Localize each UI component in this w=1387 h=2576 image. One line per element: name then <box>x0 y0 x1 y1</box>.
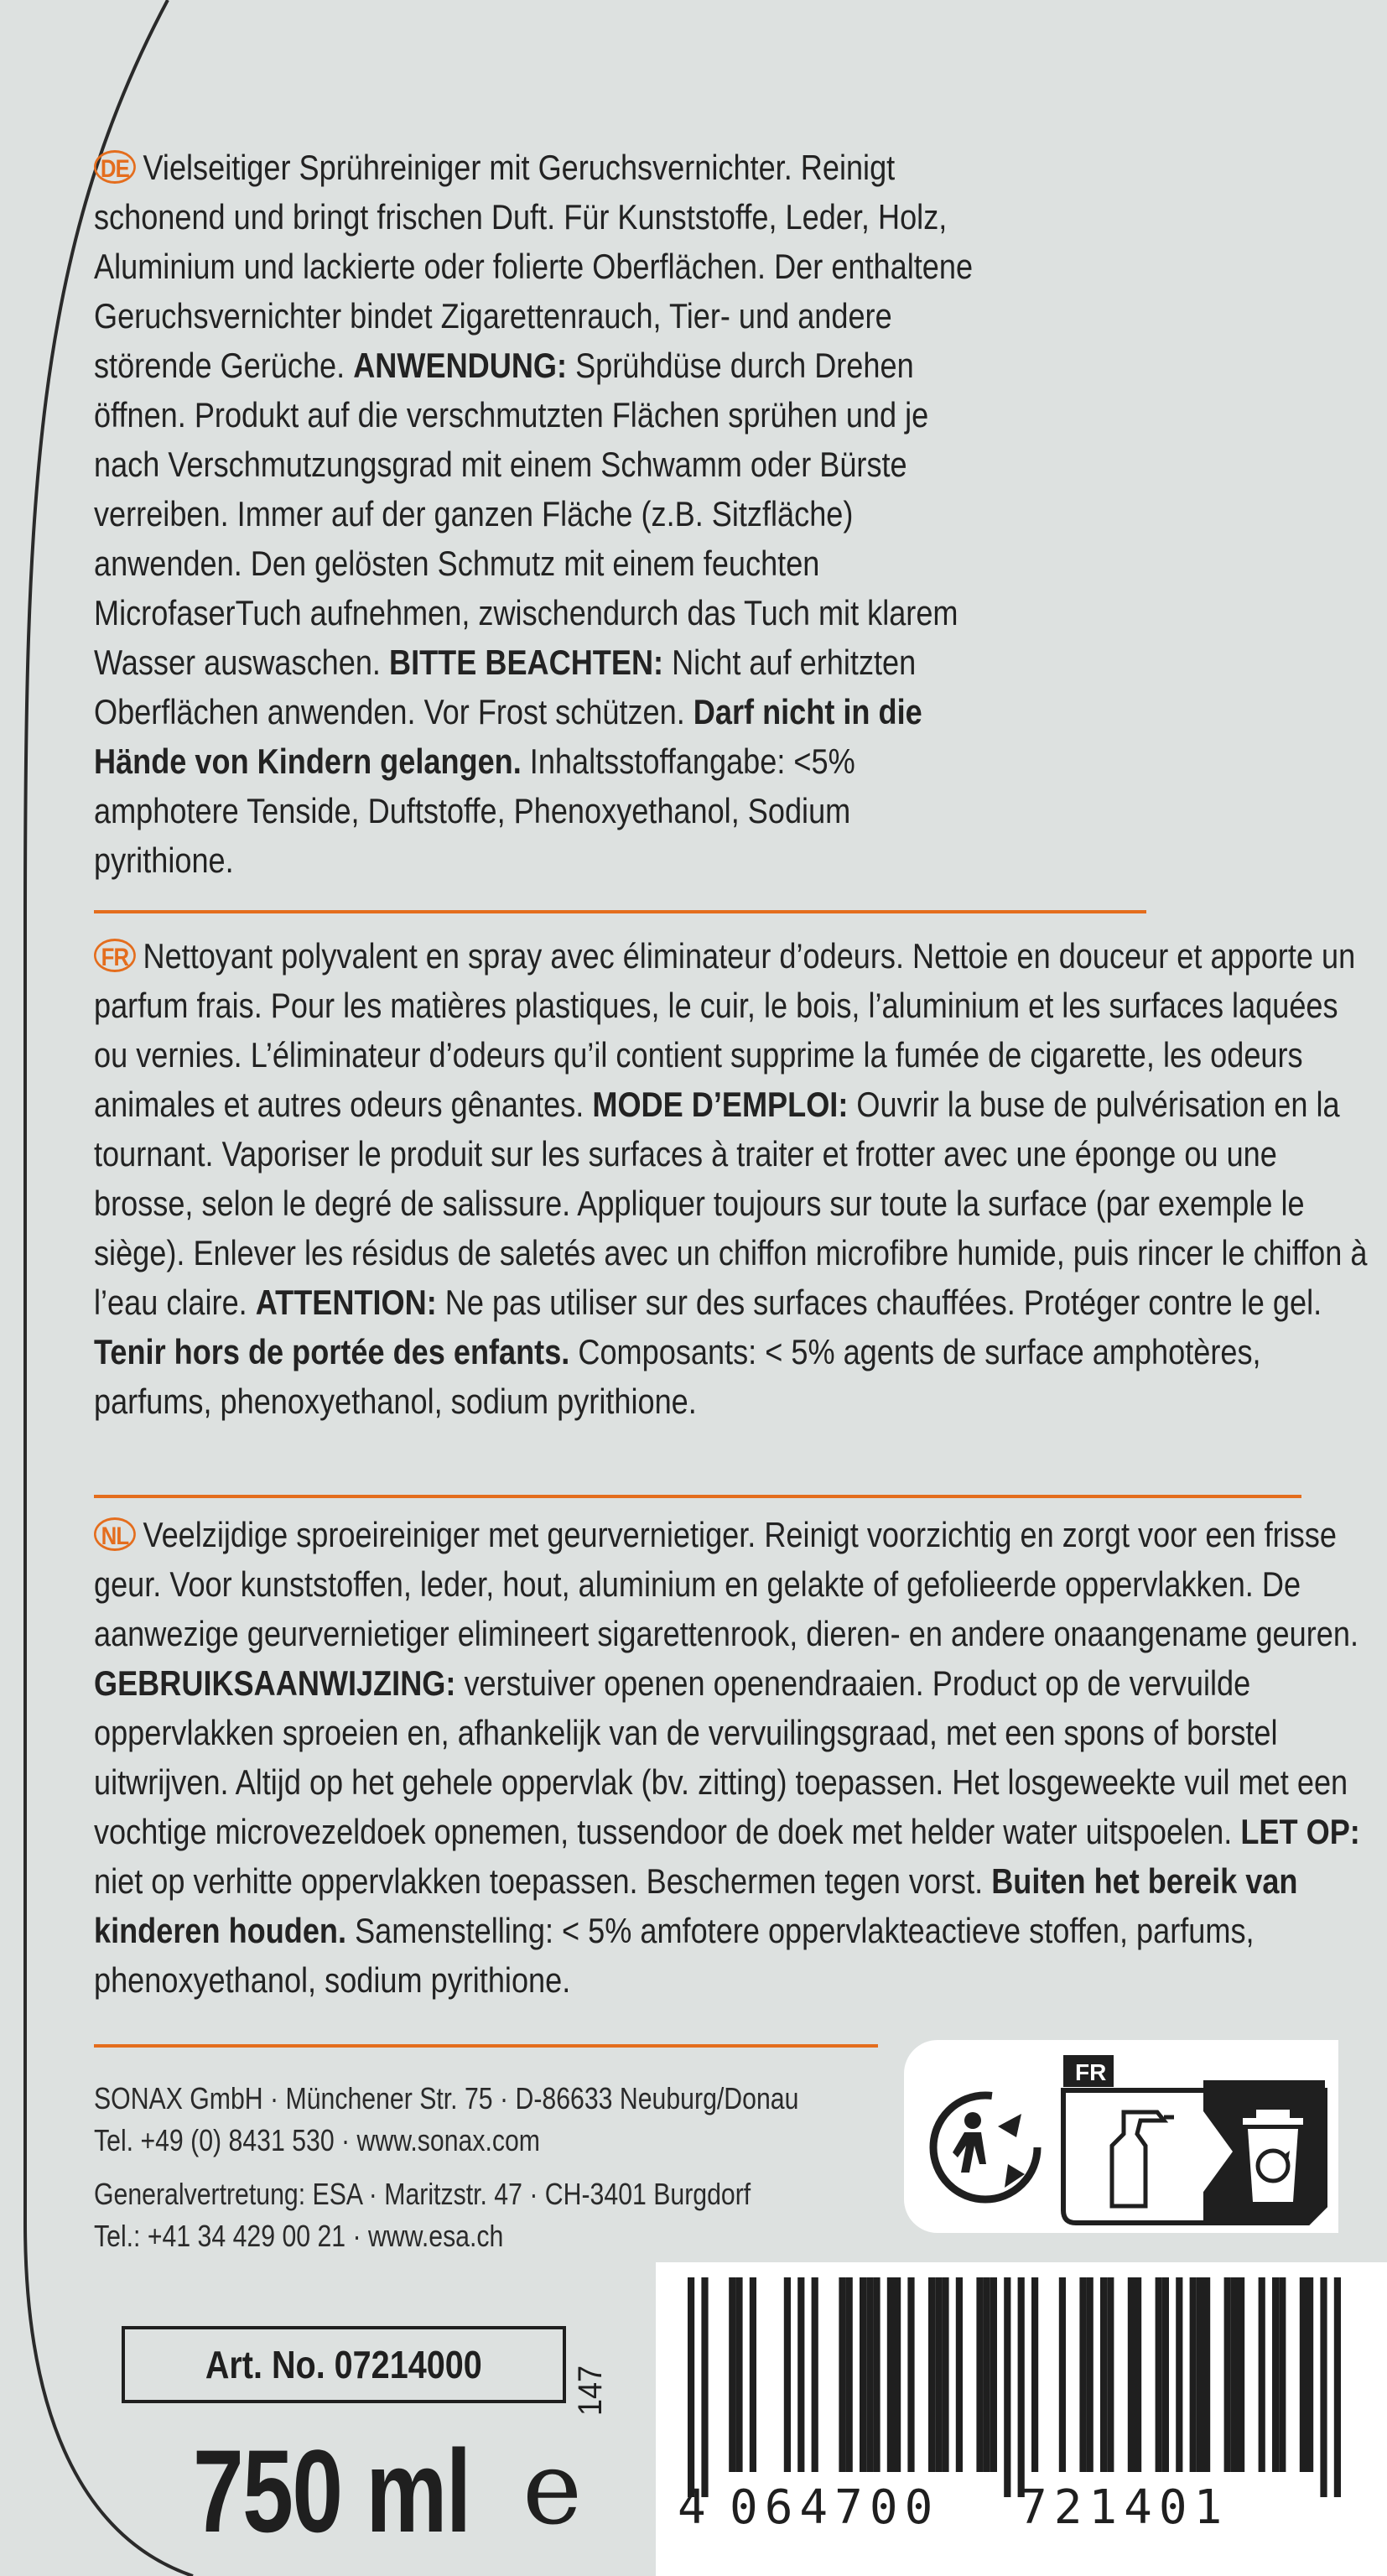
barcode-bar <box>797 2277 804 2472</box>
manufacturer-address: SONAX GmbH · Münchener Str. 75 · D-86633 Neuburg/Donau <box>94 2081 799 2115</box>
barcode-bar <box>928 2277 935 2472</box>
barcode-bar <box>839 2277 845 2472</box>
barcode-bar <box>1059 2277 1066 2472</box>
e-mark-icon <box>518 2449 610 2542</box>
barcode-bar <box>1135 2277 1141 2472</box>
barcode-bar <box>1079 2277 1086 2472</box>
barcode-bar <box>860 2277 866 2472</box>
language-badge-nl: NL <box>94 1517 136 1551</box>
barcode-bar <box>1306 2277 1313 2472</box>
nl-warning: Buiten het bereik van kinderen houden. <box>94 1861 1298 1950</box>
barcode-bar <box>1197 2277 1203 2472</box>
barcode-bar <box>729 2277 735 2472</box>
barcode-bar <box>907 2277 914 2472</box>
barcode-first-digit: 4 <box>678 2480 706 2535</box>
barcode-bar <box>1128 2277 1135 2472</box>
fr-warning: Tenir hors de portée des enfants. <box>94 1332 570 1371</box>
barcode-bar <box>1320 2277 1327 2497</box>
separator-fr-nl <box>94 1495 1301 1498</box>
barcode-bar <box>1162 2277 1169 2472</box>
barcode-bar <box>1238 2277 1244 2472</box>
barcode-bar <box>784 2277 791 2472</box>
barcode-bar <box>956 2277 963 2472</box>
nl-intro: Veelzijdige sproeireiniger met geurvernietiger. Reinigt voorzichtig en zorgt voor een frisse geur. Voor kunststoffen, leder, hout, aluminium en gelakte of gefolieerde oppervlakken. De aanwezige geurvernietiger elimineert sigarettenrook, dieren- en andere onaangename geuren. <box>94 1515 1358 1653</box>
fr-ingredients: Composants: < 5% agents de surface amphotères, parfums, phenoxyethanol, sodium pyrithione. <box>94 1332 1261 1421</box>
de-usage-text: Sprühdüse durch Drehen öffnen. Produkt auf die verschmutzten Flächen sprühen und je nach Verschmutzungsgrad mit einem Schwamm oder Bürste verreiben. Immer auf der ganzen Fläche (z.B. Sitzfläche) anwenden. Den gelösten Schmutz mit einem feuchten MicrofaserTuch aufnehmen, zwischendurch das Tuch mit klarem Wasser auswaschen. <box>94 346 958 682</box>
barcode-bar <box>1224 2277 1231 2472</box>
barcode-bar <box>1156 2277 1162 2472</box>
barcode-bar <box>688 2277 694 2497</box>
barcode-bar <box>701 2277 708 2497</box>
de-ingredients: Inhaltsstoffangabe: <5% amphotere Tenside, Duftstoffe, Phenoxyethanol, Sodium pyrithione. <box>94 742 855 880</box>
barcode-right-digits: 721401 <box>1019 2480 1229 2535</box>
barcode-bar <box>990 2277 997 2472</box>
barcode-bar <box>1259 2277 1265 2472</box>
de-note-text: Nicht auf erhitzten Oberflächen anwenden. Vor Frost schützen. <box>94 643 917 731</box>
fr-sorting-panel <box>1063 2055 1325 2223</box>
dutch-section <box>94 1510 1387 2005</box>
distributor-address: Generalvertretung: ESA · Maritzstr. 47 · CH-3401 Burgdorf <box>94 2177 751 2211</box>
barcode-bar <box>1018 2277 1025 2497</box>
separator-de-fr <box>94 910 1146 913</box>
e-mark-text: e <box>522 2449 583 2542</box>
batch-code: 147 <box>572 2365 609 2416</box>
barcode-bar <box>942 2277 948 2472</box>
barcode-bar <box>1190 2277 1197 2472</box>
barcode-bar <box>1272 2277 1279 2472</box>
barcode-bar <box>976 2277 983 2472</box>
recycling-country-code: FR <box>1075 2059 1107 2085</box>
de-usage-heading: ANWENDUNG: <box>353 346 568 385</box>
german-section <box>94 143 981 885</box>
barcode-bar <box>1004 2277 1010 2497</box>
barcode-bar <box>894 2277 901 2472</box>
barcode-bar <box>984 2277 990 2472</box>
barcode-bar <box>1231 2277 1238 2472</box>
barcode-bar <box>873 2277 880 2472</box>
fr-note-text: Ne pas utiliser sur des surfaces chauffées. Protéger contre le gel. <box>444 1283 1322 1322</box>
nl-usage-text: verstuiver openen openendraaien. Product op de vervuilde oppervlakken sproeien en, afhankelijk van de vervuilingsgraad, met een spons of borstel uitwrijven. Altijd op het gehele oppervlak (bv. zitting) toepassen. Het losgeweekte vuil met een vochtige microvezeldoek opnemen, tussendoor de doek met helder water uitspoelen. <box>94 1663 1348 1851</box>
barcode-left-digits: 064700 <box>730 2480 940 2535</box>
barcode-bar <box>812 2277 818 2472</box>
de-warning: Darf nicht in die Hände von Kindern gelangen. <box>94 692 922 781</box>
barcode-bar <box>750 2277 756 2472</box>
distributor-phone-web: Tel.: +41 34 429 00 21 · www.esa.ch <box>94 2219 504 2253</box>
volume-label: 750 ml <box>193 2425 470 2557</box>
barcode-bar <box>935 2277 942 2472</box>
fr-usage-text: Ouvrir la buse de pulvérisation en la tournant. Vaporiser le produit sur les surfaces à traiter et frotter avec une éponge ou une brosse, selon le degré de salissure. Appliquer toujours sur toute la surface (par exemple le siège). Enlever les résidus de saletés avec un chiffon microfibre humide, puis rincer le chiffon à l’eau claire. <box>94 1085 1368 1322</box>
barcode-bar <box>1300 2277 1306 2472</box>
barcode-bar <box>735 2277 742 2472</box>
barcode-bar <box>1087 2277 1093 2472</box>
fr-intro: Nettoyant polyvalent en spray avec éliminateur d’odeurs. Nettoie en douceur et apporte un parfum frais. Pour les matières plastiques, le cuir, le bois, l’aluminium et les surfaces laquées ou vernies. L’éliminateur d’odeurs qu’il contient supprime la fumée de cigarette, les odeurs animales et autres odeurs gênantes. <box>94 936 1356 1124</box>
article-number: Art. No. 07214000 <box>205 2343 482 2386</box>
barcode-bar <box>1100 2277 1107 2472</box>
fr-note-heading: ATTENTION: <box>255 1283 437 1322</box>
article-number-box <box>122 2326 566 2403</box>
french-section <box>94 931 1378 1426</box>
de-note-heading: BITTE BEACHTEN: <box>388 643 664 682</box>
barcode-bar <box>1107 2277 1114 2472</box>
fr-usage-heading: MODE D’EMPLOI: <box>592 1085 849 1124</box>
triman-icon <box>933 2095 1037 2199</box>
barcode-bar <box>846 2277 853 2472</box>
barcode-bar <box>887 2277 894 2472</box>
barcode-bar <box>866 2277 873 2472</box>
nl-note-text: niet op verhitte oppervlakken toepassen. Beschermen tegen vorst. <box>94 1861 984 1901</box>
manufacturer-phone-web: Tel. +49 (0) 8431 530 · www.sonax.com <box>94 2123 540 2157</box>
nl-ingredients: Samenstelling: < 5% amfotere oppervlakteactieve stoffen, parfums, phenoxyethanol, sodium pyrithione. <box>94 1911 1255 2000</box>
barcode-bar <box>1031 2277 1038 2472</box>
barcode-bar <box>1334 2277 1341 2497</box>
barcode-bar <box>1279 2277 1286 2472</box>
language-badge-de: DE <box>94 150 136 184</box>
language-badge-fr: FR <box>94 939 136 972</box>
de-intro: Vielseitiger Sprühreiniger mit Geruchsvernichter. Reinigt schonend und bringt frischen Duft. Für Kunststoffe, Leder, Holz, Aluminium und lackierte oder folierte Oberflächen. Der enthaltene Geruchsvernichter bindet Zigarettenrauch, Tier- und andere störende Gerüche. <box>94 148 974 385</box>
nl-usage-heading: GEBRUIKSAANWIJZING: <box>94 1663 456 1703</box>
barcode-bar <box>1203 2277 1210 2472</box>
separator-contact <box>94 2044 878 2048</box>
nl-note-heading: LET OP: <box>1240 1812 1360 1851</box>
recycling-icons <box>914 2047 1333 2231</box>
barcode-bar <box>1176 2277 1182 2472</box>
